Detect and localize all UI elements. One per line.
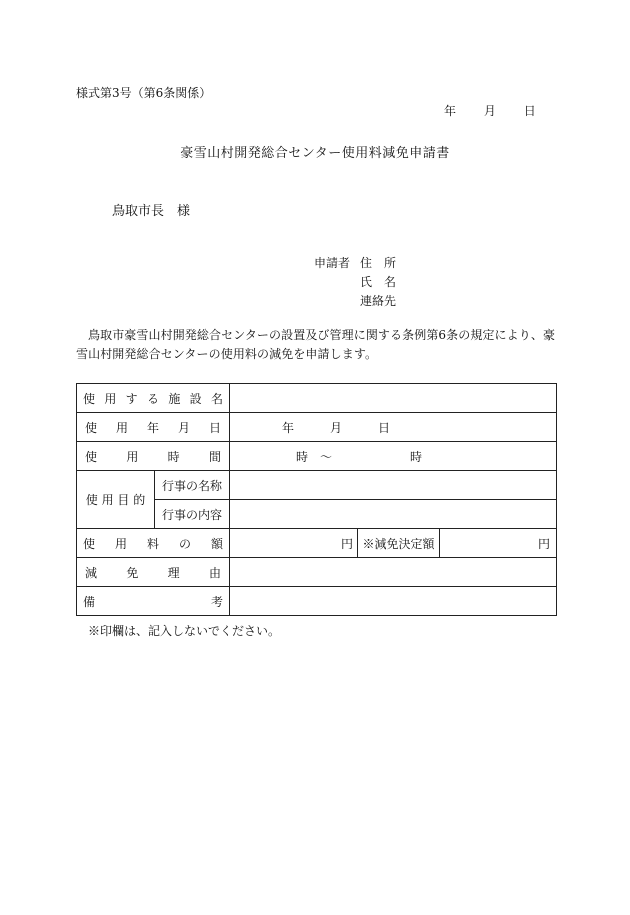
date-year: 年: [444, 104, 457, 118]
decision-unit: 円: [538, 536, 551, 551]
event-content-label: 行事の内容: [155, 500, 230, 529]
date-day: 日: [523, 104, 536, 118]
facility-value[interactable]: [230, 384, 557, 413]
body-text: 鳥取市豪雪山村開発総合センターの設置及び管理に関する条例第6条の規定により、豪雪山村開発総合センターの使用料の減免を申請します。: [76, 328, 556, 361]
applicant-name-label: 氏 名: [360, 275, 397, 289]
purpose-label: 使 用 目 的: [77, 471, 155, 529]
row-date: [77, 413, 557, 442]
fee-label: 使 用 料 の 額: [83, 536, 224, 551]
form-number: 様式第3号（第6条関係）: [76, 86, 212, 100]
date-value[interactable]: 年 月 日: [230, 413, 557, 442]
applicant-block: [314, 254, 396, 311]
date-month: 月: [483, 104, 496, 118]
event-name-label: 行事の名称: [155, 471, 230, 500]
row-event-name: [77, 471, 557, 500]
row-time: [77, 442, 557, 471]
document-title: 豪雪山村開発総合センター使用料減免申請書: [180, 146, 450, 161]
remarks-value[interactable]: [230, 587, 557, 616]
row-fee: [77, 529, 557, 558]
facility-label: 使 用 す る 施 設 名: [83, 391, 223, 406]
time-label: 使 用 時 間: [85, 449, 221, 464]
applicant-contact-label: 連絡先: [360, 294, 397, 308]
reason-value[interactable]: [230, 558, 557, 587]
row-remarks: [77, 587, 557, 616]
row-facility: [77, 384, 557, 413]
reason-label: 減 免 理 由: [85, 565, 221, 580]
footnote: ※印欄は、記入しないでください。: [88, 624, 281, 638]
date-label: 使 用 年 月 日: [85, 420, 222, 435]
remarks-label: 備 考: [83, 594, 224, 609]
event-content-value[interactable]: [230, 500, 557, 529]
date-line: [444, 102, 536, 119]
application-table: [76, 383, 557, 616]
row-reason: [77, 558, 557, 587]
fee-unit: 円: [341, 536, 354, 551]
applicant-address-label: 住 所: [360, 256, 397, 270]
time-value[interactable]: 時 ～ 時: [230, 442, 557, 471]
applicant-label: 申請者: [314, 256, 351, 270]
fee-value[interactable]: [230, 529, 358, 558]
event-name-value[interactable]: [230, 471, 557, 500]
decision-value[interactable]: [440, 529, 557, 558]
decision-label: ※減免決定額: [358, 529, 440, 558]
addressee: 鳥取市長 様: [112, 204, 191, 219]
